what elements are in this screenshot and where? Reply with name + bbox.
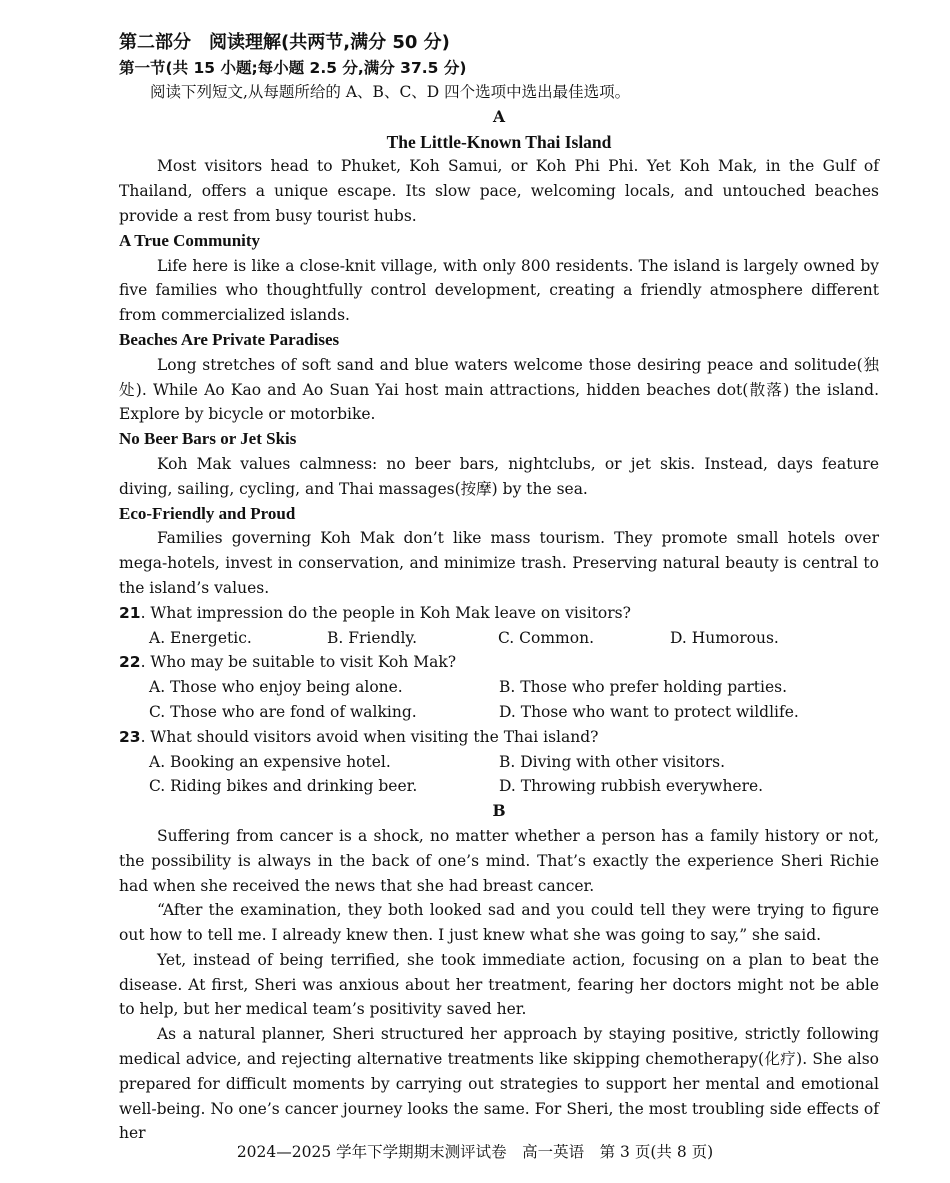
section-text: Koh Mak values calmness: no beer bars, nightclubs, or jet skis. Instead, days feature diving, sailing, cycling, and Thai massages(按摩) by the sea. [119,454,879,498]
question-22 [119,650,879,675]
question-text: . What impression do the people in Koh Mak leave on visitors? [140,603,631,622]
option[interactable]: B. Those who prefer holding parties. [499,678,788,697]
instructions: 阅读下列短文,从每题所给的 A、B、C、D 四个选项中选出最佳选项。 [150,83,631,101]
question-number: 22 [119,653,141,672]
option[interactable]: A. Energetic. [149,628,252,647]
question-text: . What should visitors avoid when visiting the Thai island? [140,727,599,746]
section-text: Families governing Koh Mak don’t like mass tourism. They promote small hotels over mega-hotels, invest in conservation, and minimize trash. Preserving natural beauty is central to the island’s values. [119,529,879,597]
option[interactable]: B. Diving with other visitors. [499,752,726,771]
passage-a-label: A [492,106,506,126]
section-heading: Eco-Friendly and Proud [119,503,296,523]
section-text: Life here is like a close-knit village, with only 800 residents. The island is largely owned by five families who thoughtfully control development, creating a friendly atmosphere different from commercialized islands. [119,256,879,325]
option[interactable]: C. Riding bikes and drinking beer. [149,777,418,796]
exam-page [119,30,879,1146]
question-23 [119,725,879,750]
passage-b-paragraph: Yet, instead of being terrified, she took immediate action, focusing on a plan to beat the disease. At first, Sheri was anxious about her treatment, fearing her doctors might not be able to help, but her medical team’s positivity saved her. [119,950,879,1019]
option[interactable]: B. Friendly. [327,628,418,647]
passage-b-paragraph: As a natural planner, Sheri structured her approach by staying positive, strictly following medical advice, and rejecting alternative treatments like skipping chemotherapy(化疗). She also prepared for difficult moments by carrying out strategies to support her mental and emotional well-being. No one’s cancer journey looks the same. For Sheri, the most troubling side effects of her [119,1025,879,1143]
section-text: Long stretches of soft sand and blue waters welcome those desiring peace and solitude(独处). While Ao Kao and Ao Suan Yai host main attractions, hidden beaches dot(散落) the island. Explore by bicycle or motorbike. [119,355,879,424]
option[interactable]: C. Those who are fond of walking. [149,702,417,721]
question-23-options [119,750,879,800]
passage-a-title: The Little-Known Thai Island [386,131,612,152]
page-footer: 2024—2025 学年下学期期末测评试卷 高一英语 第 3 页(共 8 页) [236,1143,714,1161]
question-21-options [119,626,879,651]
question-number: 21 [119,603,141,622]
option[interactable]: D. Those who want to protect wildlife. [499,702,799,721]
question-number: 23 [119,727,141,746]
passage-b-label: B [492,801,506,821]
option[interactable]: A. Those who enjoy being alone. [149,678,403,697]
question-text: . Who may be suitable to visit Koh Mak? [140,653,457,672]
section-title: 第一节(共 15 小题;每小题 2.5 分,满分 37.5 分) [119,59,467,77]
question-22-options [119,675,879,725]
question-21 [119,601,879,626]
passage-b-paragraph: Suffering from cancer is a shock, no matter whether a person has a family history or not, the possibility is always in the back of one’s mind. That’s exactly the experience Sheri Richie had when she received the news that she had breast cancer. [119,826,879,895]
passage-b-paragraph: “After the examination, they both looked sad and you could tell they were trying to figure out how to tell me. I already knew then. I just knew what she was going to say,” she said. [119,901,879,945]
option[interactable]: A. Booking an expensive hotel. [149,752,391,771]
section-heading: No Beer Bars or Jet Skis [119,429,297,449]
passage-a-intro: Most visitors head to Phuket, Koh Samui, or Koh Phi Phi. Yet Koh Mak, in the Gulf of Thailand, offers a unique escape. Its slow pace, welcoming locals, and untouched beaches provide a rest from busy tourist hubs. [119,157,879,225]
option[interactable]: D. Humorous. [670,628,779,647]
option[interactable]: D. Throwing rubbish everywhere. [499,777,764,796]
section-heading: A True Community [119,230,261,250]
section-heading: Beaches Are Private Paradises [119,329,340,349]
part-title: 第二部分 阅读理解(共两节,满分 50 分) [119,32,450,53]
option[interactable]: C. Common. [498,628,594,647]
